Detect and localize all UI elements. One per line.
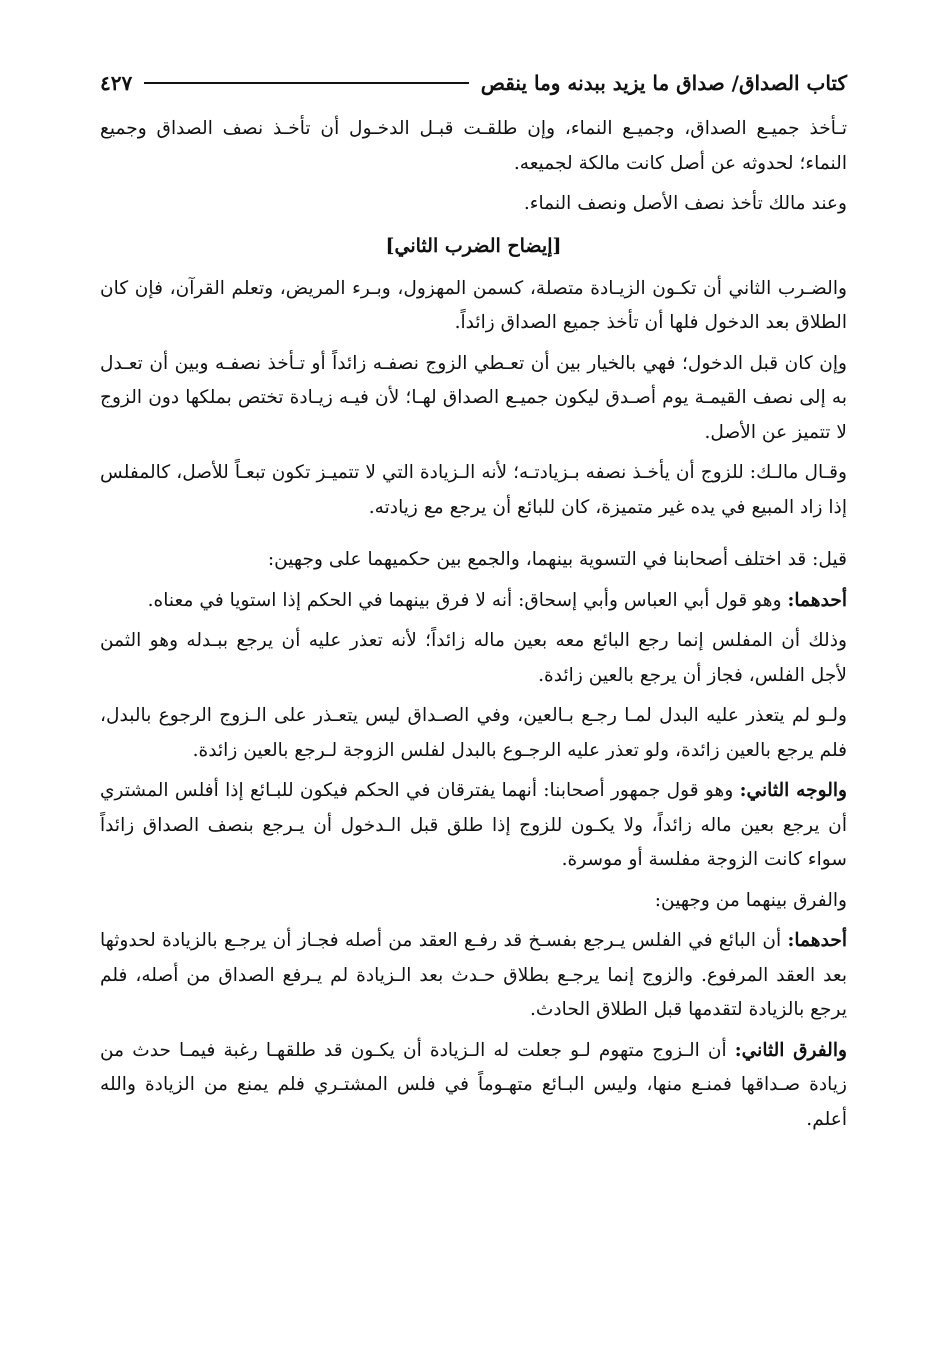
header-rule	[144, 82, 469, 84]
paragraph-4: وإن كان قبل الدخول؛ فهي بالخيار بين أن تعـطي الزوج نصفـه زائداً أو تـأخذ نصفـه وبين أن تعـدل به إلى نصف القيمـة يوم أصـدق ليكون جميـع الصداق لهـا؛ لأن فيـه زيـادة تختص بملكها دون الزوج لا تتميز عن الأصل.	[100, 352, 847, 443]
paragraph-13-body: أن الـزوج متهوم لـو جعلت له الـزيادة أن يكـون قد طلقهـا رغبة فيمـا حدث من زيادة صـداقها فمنـع منها، وليس البـائع متهـوماً في فلس المشتـري فلم يمنع من الزيادة والله أعلم.	[100, 1039, 847, 1130]
paragraph-11: والفرق بينهما من وجهين:	[654, 889, 847, 911]
paragraph-7-lead: أحدهما:	[787, 589, 847, 611]
running-header	[100, 64, 847, 102]
chapter-title: كتاب الصداق/ صداق ما يزيد ببدنه وما ينقص	[480, 71, 847, 95]
paragraph-3: والضـرب الثاني أن تكـون الزيـادة متصلة، كسمن المهزول، وبـرء المريض، وتعلم القرآن، فإن كان الطلاق بعد الدخول فلها أن تأخذ جميع الصداق زائداً.	[100, 277, 847, 333]
paragraph-7-body: وهو قول أبي العباس وأبي إسحاق: أنه لا فرق بينهما في الحكم إذا استويا في معناه.	[147, 589, 788, 611]
paragraph-1: تـأخذ جميـع الصداق، وجميـع النماء، وإن طلقـت قبـل الدخـول أن تأخـذ نصف الصداق وجميع النماء؛ لحدوثه عن أصل كانت مالكة لجميعه.	[100, 118, 847, 174]
paragraph-10-body: وهو قول جمهور أصحابنا: أنهما يفترقان في الحكم فيكون للبـائع إذا أفلس المشتري أن يرجع بعين ماله زائداً، ولا يكـون للزوج إذا طلق قبل الـدخول أن يـرجع بنصف الصداق زائداً سواء كانت الزوجة مفلسة أو موسرة.	[100, 780, 847, 870]
paragraph-10	[100, 774, 847, 878]
paragraph-12	[100, 924, 847, 1028]
paragraph-7	[100, 584, 847, 619]
section-heading: [إيضاح الضرب الثاني]	[385, 234, 562, 257]
paragraph-9: ولـو لم يتعذر عليه البدل لمـا رجـع بـالعين، وفي الصـداق ليس يتعـذر على الـزوج الرجوع بالبدل، فلم يرجع بالعين زائدة، ولو تعذر عليه الرجـوع بالبدل لفلس الزوجة لـرجع بالعين زائدة.	[100, 705, 847, 761]
paragraph-12-lead: أحدهما:	[787, 930, 847, 951]
paragraph-8: وذلك أن المفلس إنما رجع البائع معه بعين ماله زائداً؛ لأنه تعذر عليه أن يرجع ببـدله وهو الثمن لأجل الفلس، فجاز أن يرجع بالعين زائدة.	[100, 630, 847, 686]
paragraph-10-lead: والوجه الثاني:	[739, 780, 848, 801]
paragraph-13-lead: والفرق الثاني:	[734, 1039, 847, 1061]
page-number: ٤٢٧	[100, 71, 133, 95]
paragraph-13	[100, 1034, 847, 1138]
paragraph-5: وقـال مالـك: للزوج أن يأخـذ نصفه بـزيادتـه؛ لأنه الـزيادة التي لا تتميـز تكون تبعـاً للأصل، كالمفلس إذا زاد المبيع في يده غير متميزة، كان للبائع أن يرجع مع زيادته.	[100, 462, 847, 518]
paragraph-6: قيل: قد اختلف أصحابنا في التسوية بينهما، والجمع بين حكميهما على وجهين:	[267, 549, 847, 570]
paragraph-12-body: أن البائع في الفلس يـرجع بفسـخ قد رفـع العقد من أصله فجـاز أن يرجـع بالزيادة لحدوثها بعد العقد المرفوع. والزوج إنما يرجـع بطلاق حـدث بعد الـزيادة لم يـرفع الصداق من أصله، فلم يرجع بالزيادة لتقدمها قبل الطلاق الحادث.	[100, 930, 847, 1020]
paragraph-2: وعند مالك تأخذ نصف الأصل ونصف النماء.	[523, 193, 847, 214]
spacer	[100, 531, 847, 543]
